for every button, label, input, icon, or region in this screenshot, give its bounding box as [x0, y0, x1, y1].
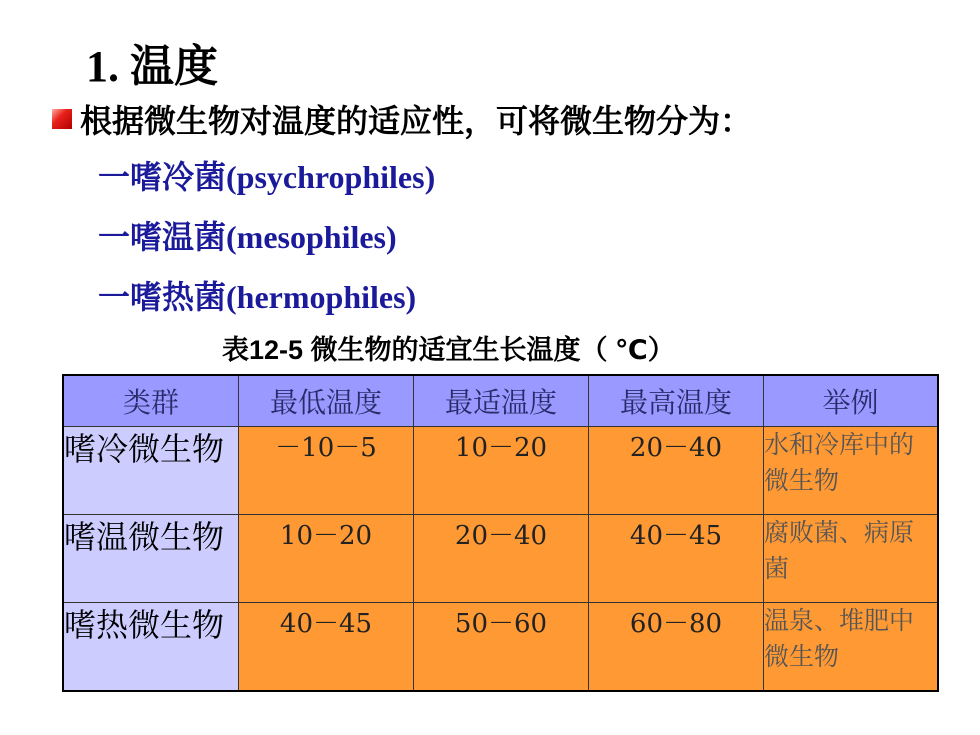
row-min-temp: 10－20 [239, 515, 414, 603]
row-opt-temp: 20－40 [414, 515, 589, 603]
row-min-temp: 40－45 [239, 603, 414, 692]
temperature-table [62, 374, 939, 692]
row-example: 腐败菌、病原菌 [764, 515, 939, 603]
row-max-temp: 60－80 [589, 603, 764, 692]
header-example: 举例 [764, 375, 939, 427]
row-max-temp: 40－45 [589, 515, 764, 603]
row-group: 嗜温微生物 [63, 515, 239, 603]
intro-line [52, 96, 752, 142]
row-group: 嗜热微生物 [63, 603, 239, 692]
row-max-temp: 20－40 [589, 427, 764, 515]
table-caption: 表12-5 微生物的适宜生长温度（ ℃） [222, 335, 675, 365]
row-min-temp: －10－5 [239, 427, 414, 515]
table-header-row [63, 375, 938, 427]
table-row [63, 427, 938, 515]
category-thermophiles: 一嗜热菌(hermophiles) [98, 279, 417, 315]
header-opt-temp: 最适温度 [414, 375, 589, 427]
row-opt-temp: 50－60 [414, 603, 589, 692]
table-row [63, 603, 938, 692]
category-mesophiles: 一嗜温菌(mesophiles) [98, 219, 397, 255]
table-row [63, 515, 938, 603]
row-group: 嗜冷微生物 [63, 427, 239, 515]
header-min-temp: 最低温度 [239, 375, 414, 427]
page-title: 1. 温度 [86, 42, 218, 91]
row-opt-temp: 10－20 [414, 427, 589, 515]
header-max-temp: 最高温度 [589, 375, 764, 427]
header-group: 类群 [63, 375, 239, 427]
row-example: 温泉、堆肥中微生物 [764, 603, 939, 692]
red-square-bullet-icon [52, 109, 72, 129]
row-example: 水和冷库中的微生物 [764, 427, 939, 515]
category-psychrophiles: 一嗜冷菌(psychrophiles) [98, 159, 436, 195]
intro-text: 根据微生物对温度的适应性，可将微生物分为： [80, 102, 753, 140]
